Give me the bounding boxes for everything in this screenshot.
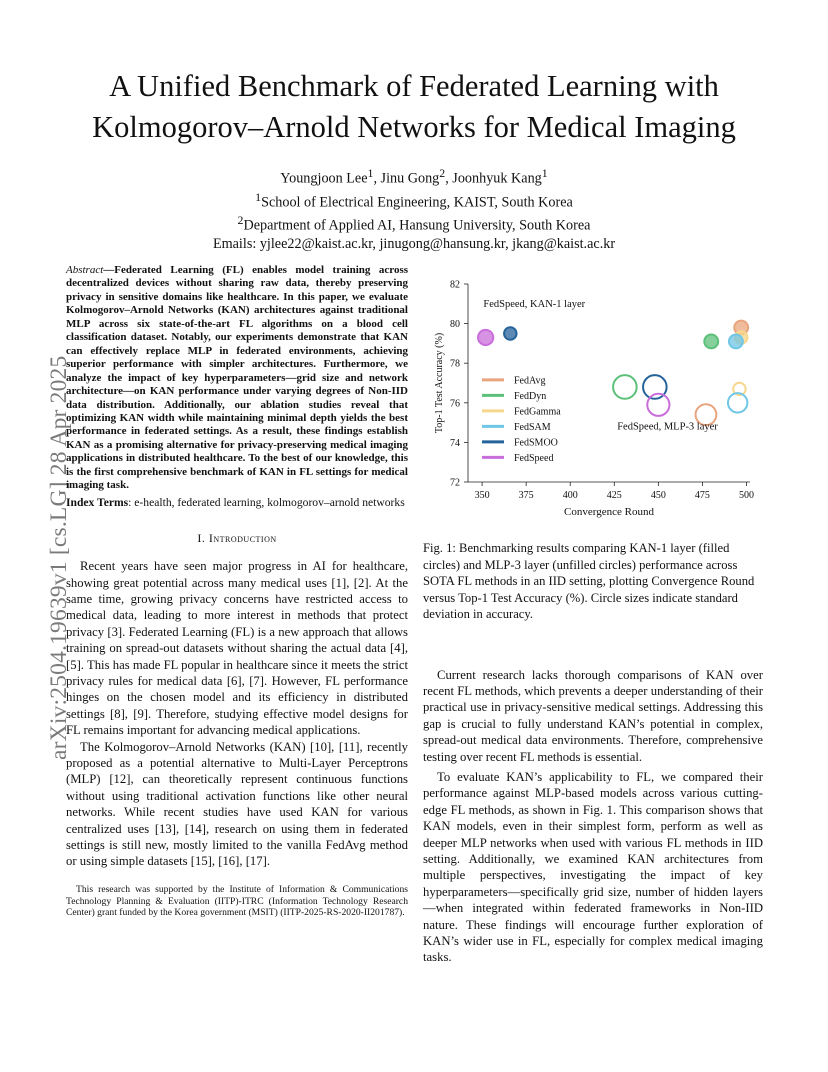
data-point-feddyn-kan	[704, 334, 718, 348]
y-axis-label: Top-1 Test Accuracy (%)	[434, 332, 445, 434]
index-terms-label: Index Terms	[66, 495, 129, 509]
affil-text: School of Electrical Engineering, KAIST, South Korea	[261, 194, 573, 211]
affil-text: Department of Applied AI, Hansung University, South Korea	[243, 218, 591, 235]
y-tick-label: 78	[450, 358, 460, 370]
data-point-fedsmoo-kan	[504, 327, 516, 339]
affiliations	[40, 188, 788, 235]
abstract-text: —Federated Learning (FL) enables model training across decentralized devices without sharing raw data, thereby preserving privacy in sensitive domains like healthcare. In this paper, we evaluate Kolmogorov–Arnold Networks (KAN) architectures against traditional MLP across six state-of-the-art FL algorithms on a blood cell classification dataset. Notably, our experiments demonstrate that KAN can effectively replace MLP in federated environments, achieving superior performance with simpler architectures. Furthermore, we analyze the impact of key hyperparameters—grid size and network architecture—on KAN performance under varying degrees of Non-IID data distribution. Additionally, our ablation studies reveal that optimizing KAN width while maintaining minimal depth yields the best performance in federated settings. As a result, these findings establish KAN as a promising alternative for privacy-preserving medical imaging applications in distributed healthcare. To the best of our knowledge, this is the first comprehensive benchmark of KAN in FL settings for medical imaging task.	[66, 264, 408, 492]
figure-1-chart	[420, 268, 765, 528]
affil-mark: 2	[237, 213, 244, 228]
arxiv-stamp	[14, 290, 72, 760]
author-affil-mark: 1	[541, 166, 548, 180]
chart-axes	[450, 280, 754, 502]
x-tick-label: 450	[650, 490, 666, 501]
legend-label-fedsam: FedSAM	[514, 421, 551, 433]
x-tick-label: 475	[694, 490, 710, 501]
y-tick-label: 82	[450, 279, 460, 291]
figure-caption: Fig. 1: Benchmarking results comparing KAN-1 layer (filled circles) and MLP-3 layer (unfilled circles) performance across SOTA FL methods in an IID setting, plotting Convergence Round versus Top-1 Test Accuracy (%). Circle sizes indicate standard deviation in accuracy.	[423, 541, 755, 621]
author-name: Youngjoon Lee	[280, 170, 368, 187]
author-affil-mark: 2	[439, 166, 446, 180]
body-paragraph: Current research lacks thorough comparisons of KAN over recent FL methods, which prevents a deeper understanding of their practical use in privacy-sensitive medical settings. Addressing this gap is crucial to fully understand KAN’s potential in complex, spread-out medical data environments. Therefore, comprehensive testing over recent FL methods is essential.	[423, 667, 763, 764]
data-point-fedsam-mlp	[728, 393, 747, 412]
annotation-mlp: FedSpeed, MLP-3 layer	[617, 421, 718, 433]
author-names: Youngjoon Lee$^1$, Jinu Gong$^2$, Joonhyuk Kang$^1$	[280, 166, 548, 187]
abstract-label: Abstract	[66, 264, 104, 276]
arxiv-id: arXiv:2504.19639v1 [cs.LG] 28 Apr 2025	[46, 355, 72, 760]
data-point-fedspeed-mlp	[647, 394, 669, 416]
author-name: Jinu Gong	[380, 170, 440, 187]
right-column	[423, 540, 763, 966]
legend-label-fedavg: FedAvg	[514, 375, 546, 387]
section-number: I.	[197, 530, 206, 545]
data-point-fedsam-kan	[729, 334, 743, 348]
index-terms	[66, 495, 408, 510]
left-column	[66, 264, 408, 929]
section-title: Introduction	[208, 530, 277, 545]
y-tick-label: 74	[450, 437, 460, 449]
right-text	[423, 667, 763, 966]
x-tick-label: 425	[606, 490, 622, 501]
data-point-fedspeed-kan	[478, 330, 493, 345]
x-tick-label: 375	[518, 490, 534, 501]
data-point-feddyn-mlp	[613, 375, 637, 399]
x-axis-label: Convergence Round	[564, 506, 654, 518]
x-tick-label: 500	[738, 490, 754, 501]
affiliation	[40, 211, 788, 235]
body-paragraph: To evaluate KAN’s applicability to FL, we compared their performance against MLP-based models across various cutting-edge FL methods, as shown in Fig. 1. This comparison shows that KAN models, even in their simplest form, perform as well as deeper MLP networks when used with various FL methods in IID setting. Additionally, we examined KAN architectures from multiple perspectives, investigating the impact of key hyperparameters—specifically grid size, number of hidden layers—when integrated within federated frameworks in Non-IID nature. These findings will encourage further exploration of KAN’s wider use in FL, especially for complex medical imaging tasks.	[423, 769, 763, 965]
affiliation	[40, 188, 788, 212]
footnote: This research was supported by the Institute of Information & Communications Technology Planning & Evaluation (IITP)-ITRC (Information Technology Research Center) grant funded by the Korea government (MSIT) (IITP-2025-RS-2020-II201787).	[66, 883, 408, 919]
chart-legend	[482, 375, 561, 464]
index-terms-text: : e-health, federated learning, kolmogorov–arnold networks	[128, 495, 405, 509]
abstract	[66, 264, 408, 493]
legend-label-fedspeed: FedSpeed	[514, 452, 554, 464]
author-block	[40, 164, 788, 253]
author-affil-mark: 1	[367, 166, 374, 180]
y-tick-label: 72	[450, 477, 460, 489]
section-heading	[66, 530, 408, 546]
intro-paragraph: The Kolmogorov–Arnold Networks (KAN) [10], [11], recently proposed as a potential alternative to Multi-Layer Perceptrons (MLP) [12], can theoretically represent continuous functions without using traditional activation functions like other neural networks. While recent studies have used KAN for various centralized uses [13], [14], research on using them in federated settings is still new, mostly limited to the vanilla FedAvg method or using simple datasets [15], [16], [17].	[66, 739, 408, 869]
paper-title: A Unified Benchmark of Federated Learning with Kolmogorov–Arnold Networks for Medical Imaging	[92, 69, 736, 144]
intro-paragraph: Recent years have seen major progress in AI for healthcare, showing great potential across many medical uses [1], [2]. At the same time, growing privacy concerns have restricted access to medical data, leading to more interest in methods that protect privacy [3]. Federated Learning (FL) is a new approach that allows training on spread-out datasets without sharing the actual data [4], [5]. This has made FL popular in healthcare since it meets the strict privacy rules for medical data [6], [7]. However, FL performance hinges on the chosen model and its efficiency in distributed settings [8], [9]. Therefore, studying effective model designs for FL remains important for advancing medical applications.	[66, 559, 408, 738]
legend-label-feddyn: FedDyn	[514, 390, 547, 402]
affil-mark: 1	[255, 189, 262, 204]
author-emails: Emails: yjlee22@kaist.ac.kr, jinugong@hansung.kr, jkang@kaist.ac.kr	[212, 236, 616, 253]
x-tick-label: 350	[474, 490, 490, 501]
annotation-kan: FedSpeed, KAN-1 layer	[483, 298, 586, 310]
legend-label-fedsmoo: FedSMOO	[514, 437, 558, 449]
x-tick-label: 400	[562, 490, 578, 501]
y-tick-label: 76	[450, 398, 460, 410]
y-tick-label: 80	[450, 319, 460, 331]
legend-label-fedgamma: FedGamma	[514, 406, 561, 418]
author-name: Joonhyuk Kang	[452, 170, 542, 187]
